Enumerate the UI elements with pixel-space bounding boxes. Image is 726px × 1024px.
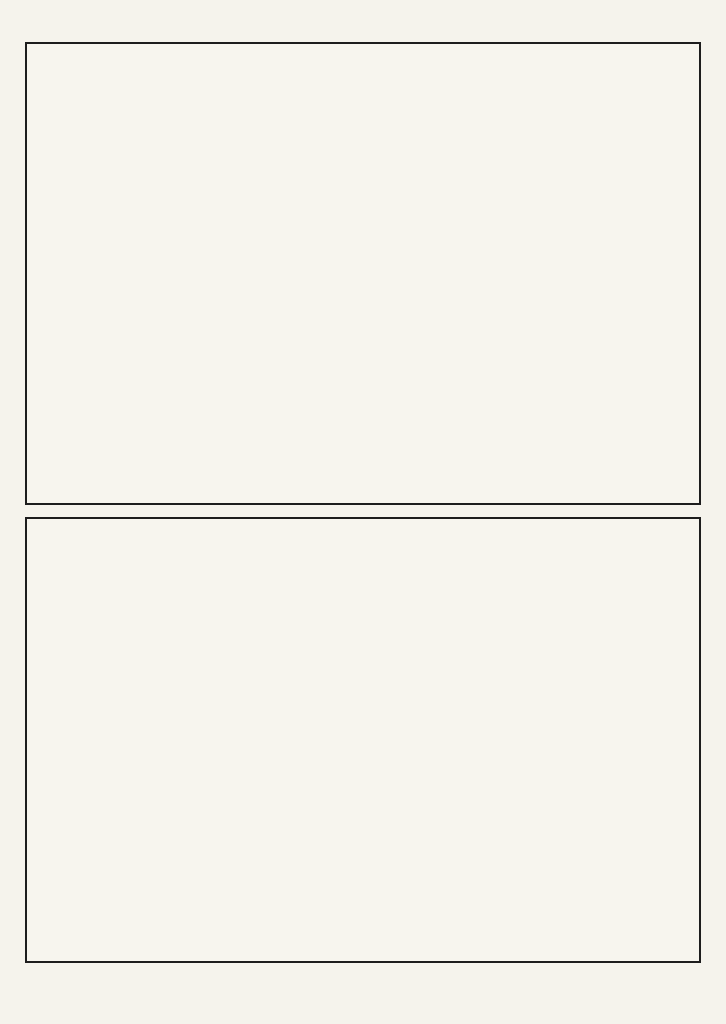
roster-table-top	[25, 42, 701, 505]
roster-table-bottom	[25, 517, 701, 963]
